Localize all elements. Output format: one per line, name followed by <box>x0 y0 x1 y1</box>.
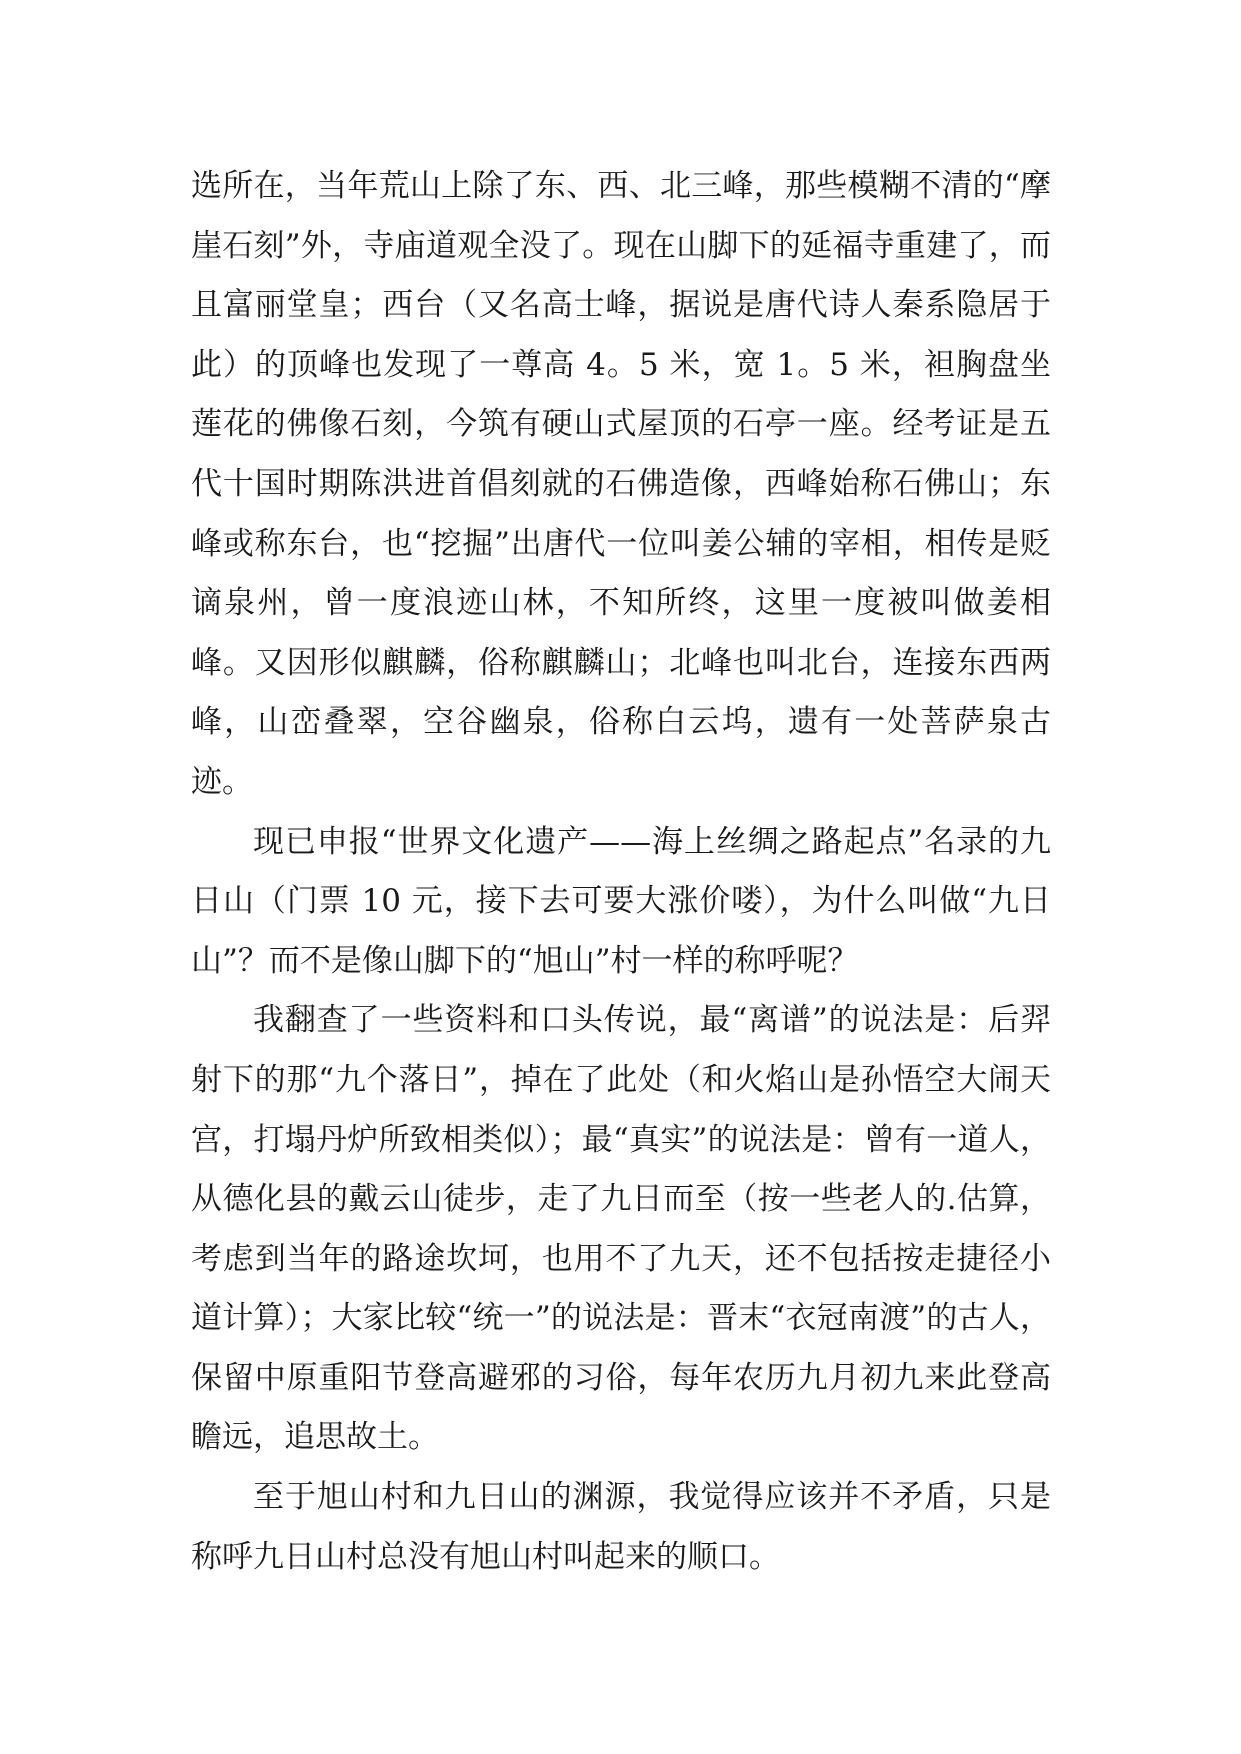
paragraph-4: 至于旭山村和九日山的渊源，我觉得应该并不矛盾，只是称呼九日山村总没有旭山村叫起来的顺口。 <box>191 1479 1051 1575</box>
article-body <box>191 157 1051 1587</box>
paragraph-3: 我翻查了一些资料和口头传说，最“离谱”的说法是：后羿射下的那“九个落日”，掉在了此处（和火焰山是孙悟空大闹天宫，打塌丹炉所致相类似）；最“真实”的说法是：曾有一道人，从德化县的戴云山徒步，走了九日而至（按一些老人的.估算，考虑到当年的路途坎坷，也用不了九天，还不包括按走捷径小道计算）；大家比较“统一”的说法是：晋末“衣冠南渡”的古人，保留中原重阳节登高避邪的习俗，每年农历九月初九来此登高瞻远，追思故土。 <box>191 1002 1051 1456</box>
paragraph-2: 现已申报“世界文化遗产——海上丝绸之路起点”名录的九日山（门票 10 元，接下去可要大涨价喽），为什么叫做“九日山”？而不是像山脚下的“旭山”村一样的称呼呢？ <box>191 823 1051 979</box>
paragraph-1: 选所在，当年荒山上除了东、西、北三峰，那些模糊不清的“摩崖石刻”外，寺庙道观全没了。现在山脚下的延福寺重建了，而且富丽堂皇；西台（又名高士峰，据说是唐代诗人秦系隐居于此）的顶峰也发现了一尊高 4。5 米，宽 1。5 米，袒胸盘坐莲花的佛像石刻，今筑有硬山式屋顶的石亭一座。经考证是五代十国时期陈洪进首倡刻就的石佛造像，西峰始称石佛山；东峰或称东台，也“挖掘”出唐代一位叫姜公辅的宰相，相传是贬谪泉州，曾一度浪迹山林，不知所终，这里一度被叫做姜相峰。又因形似麒麟，俗称麒麟山；北峰也叫北台，连接东西两峰，山峦叠翠，空谷幽泉，俗称白云坞，遗有一处菩萨泉古迹。 <box>191 168 1051 800</box>
